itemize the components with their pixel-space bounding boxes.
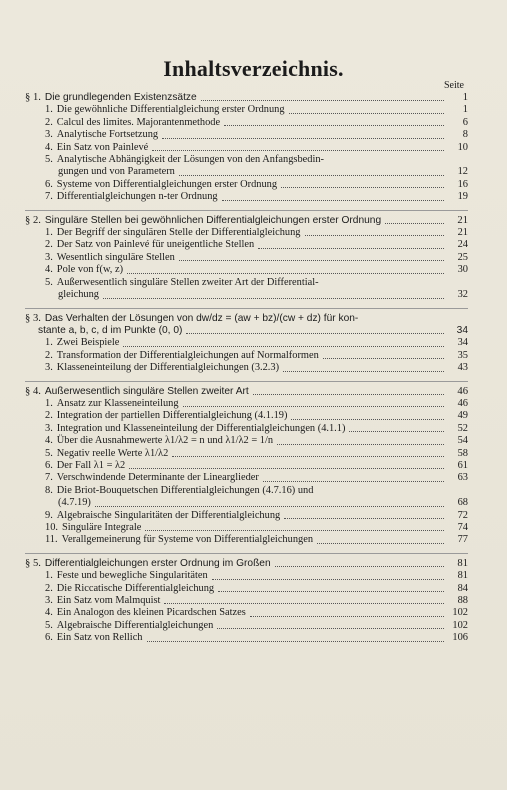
- entry-page: 54: [457, 435, 468, 447]
- entry-number: 8.: [45, 484, 53, 496]
- toc-section: [25, 386, 468, 547]
- leader-dots: [127, 273, 444, 274]
- entry-number: 3.: [45, 362, 53, 374]
- toc-entry-cont: [25, 166, 468, 178]
- leader-dots: [284, 518, 444, 519]
- entry-page: 24: [457, 239, 468, 251]
- entry-number: 9.: [45, 509, 53, 521]
- entry-title: Die Briot-Bouquetschen Differentialgleichungen (4.7.16) und: [56, 484, 314, 496]
- toc-entry: [25, 510, 468, 522]
- toc-entry: [25, 252, 468, 264]
- entry-title-cont: gleichung: [58, 289, 99, 301]
- entry-title: Klasseneinteilung der Differentialgleichungen (3.2.3): [56, 362, 280, 374]
- section-page: 46: [457, 385, 468, 397]
- section-heading: [25, 558, 468, 570]
- entry-page: 1: [462, 104, 468, 116]
- section-number: § 5.: [25, 557, 41, 569]
- entry-number: 6.: [45, 178, 53, 190]
- leader-dots: [145, 530, 444, 531]
- toc-entry: [25, 154, 468, 166]
- entry-number: 4.: [45, 141, 53, 153]
- entry-title: Wesentlich singuläre Stellen: [56, 251, 175, 263]
- entry-number: 3.: [45, 129, 53, 141]
- entry-number: 2.: [45, 239, 53, 251]
- section-number: § 4.: [25, 385, 41, 397]
- section-page: 21: [457, 214, 468, 226]
- toc-entry: [25, 534, 468, 546]
- entry-number: 3.: [45, 251, 53, 263]
- entry-page: 12: [457, 166, 468, 178]
- entry-number: 1.: [45, 570, 53, 582]
- section-heading: [25, 313, 468, 325]
- entry-title: Über die Ausnahmewerte λ1/λ2 = n und λ1/λ2 = 1/n: [56, 435, 274, 447]
- entry-title: Der Satz von Painlevé für uneigentliche Stellen: [56, 239, 255, 251]
- leader-dots: [289, 113, 444, 114]
- leader-dots: [103, 298, 444, 299]
- entry-page: 10: [457, 141, 468, 153]
- section-title: Singuläre Stellen bei gewöhnlichen Differentialgleichungen erster Ordnung: [44, 214, 382, 226]
- table-of-contents: [0, 92, 507, 645]
- toc-entry: [25, 583, 468, 595]
- entry-number: 1.: [45, 337, 53, 349]
- section-divider: [25, 308, 468, 309]
- entry-title: Der Begriff der singulären Stelle der Differentialgleichung: [56, 227, 301, 239]
- toc-entry: [25, 620, 468, 632]
- section-divider: [25, 553, 468, 554]
- toc-entry-cont: [25, 289, 468, 301]
- entry-page: 58: [457, 447, 468, 459]
- entry-title: Analytische Fortsetzung: [56, 129, 159, 141]
- toc-entry: [25, 472, 468, 484]
- toc-entry: [25, 191, 468, 203]
- entry-number: 2.: [45, 582, 53, 594]
- section-title: Das Verhalten der Lösungen von dw/dz = (aw + bz)/(cw + dz) für kon-: [44, 312, 359, 324]
- section-title: Außerwesentlich singuläre Stellen zweiter Art: [44, 385, 249, 397]
- entry-title: Algebraische Differentialgleichungen: [56, 619, 214, 631]
- entry-number: 6.: [45, 459, 53, 471]
- entry-number: 4.: [45, 435, 53, 447]
- entry-number: 1.: [45, 104, 53, 116]
- entry-title: Ansatz zur Klasseneinteilung: [56, 397, 179, 409]
- leader-dots: [162, 138, 444, 139]
- leader-dots: [224, 125, 444, 126]
- entry-number: 5.: [45, 276, 53, 288]
- toc-entry: [25, 362, 468, 374]
- entry-title-cont: gungen und von Parametern: [58, 166, 175, 178]
- entry-number: 7.: [45, 472, 53, 484]
- entry-page: 106: [452, 632, 468, 644]
- toc-entry: [25, 632, 468, 644]
- entry-page: 72: [457, 509, 468, 521]
- entry-title: Außerwesentlich singuläre Stellen zweiter Art der Differential-: [56, 276, 319, 288]
- entry-title: Zwei Beispiele: [56, 337, 120, 349]
- toc-entry: [25, 129, 468, 141]
- entry-page: 21: [457, 227, 468, 239]
- toc-entry: [25, 570, 468, 582]
- entry-number: 3.: [45, 422, 53, 434]
- entry-page: 81: [457, 570, 468, 582]
- toc-entry: [25, 337, 468, 349]
- entry-title: Algebraische Singularitäten der Differentialgleichung: [56, 509, 281, 521]
- toc-entry: [25, 117, 468, 129]
- entry-page: 102: [452, 607, 468, 619]
- toc-entry: [25, 179, 468, 191]
- entry-page: 8: [462, 129, 468, 141]
- leader-dots: [281, 187, 444, 188]
- toc-section: [25, 215, 468, 302]
- entry-number: 2.: [45, 349, 53, 361]
- entry-number: 7.: [45, 191, 53, 203]
- section-page: 34: [456, 324, 468, 336]
- section-title: Differentialgleichungen erster Ordnung im Großen: [44, 557, 271, 569]
- entry-title: Ein Satz von Rellich: [56, 632, 143, 644]
- section-divider: [25, 210, 468, 211]
- entry-page: 34: [457, 337, 468, 349]
- leader-dots: [218, 591, 444, 592]
- toc-entry: [25, 595, 468, 607]
- entry-page: 19: [457, 191, 468, 203]
- entry-number: 4.: [45, 264, 53, 276]
- toc-entry: [25, 239, 468, 251]
- leader-dots: [179, 175, 444, 176]
- leader-dots: [283, 371, 444, 372]
- entry-page: 84: [457, 582, 468, 594]
- entry-title-cont: (4.7.19): [58, 497, 91, 509]
- toc-entry-cont: [25, 497, 468, 509]
- section-heading-cont: [25, 325, 468, 337]
- entry-title: Ein Analogon des kleinen Picardschen Satzes: [56, 607, 246, 619]
- entry-page: 52: [457, 422, 468, 434]
- toc-entry: [25, 142, 468, 154]
- entry-number: 5.: [45, 619, 53, 631]
- leader-dots: [147, 641, 444, 642]
- leader-dots: [183, 406, 444, 407]
- toc-section: [25, 313, 468, 375]
- entry-title: Pole von f(w, z): [56, 264, 124, 276]
- toc-entry: [25, 398, 468, 410]
- entry-title: Feste und bewegliche Singularitäten: [56, 570, 208, 582]
- entry-number: 5.: [45, 154, 53, 166]
- entry-page: 30: [457, 264, 468, 276]
- entry-page: 88: [457, 595, 468, 607]
- leader-dots: [385, 223, 444, 224]
- toc-entry: [25, 448, 468, 460]
- entry-page: 35: [457, 349, 468, 361]
- leader-dots: [201, 100, 444, 101]
- toc-entry: [25, 350, 468, 362]
- entry-number: 11.: [45, 534, 58, 546]
- entry-title: Die gewöhnliche Differentialgleichung erster Ordnung: [56, 104, 285, 116]
- entry-title: Ein Satz vom Malmquist: [56, 595, 161, 607]
- leader-dots: [323, 358, 444, 359]
- entry-title: Negativ reelle Werte λ1/λ2: [56, 447, 169, 459]
- entry-title: Singuläre Integrale: [62, 522, 142, 533]
- entry-page: 102: [452, 619, 468, 631]
- page-column-label: Seite: [444, 80, 464, 91]
- toc-section: [25, 558, 468, 645]
- entry-page: 68: [457, 497, 468, 509]
- entry-number: 2.: [45, 116, 53, 128]
- entry-page: 25: [457, 251, 468, 263]
- entry-title: Integration und Klasseneinteilung der Differentialgleichungen (4.1.1): [56, 422, 346, 434]
- entry-page: 16: [457, 178, 468, 190]
- entry-number: 4.: [45, 607, 53, 619]
- section-heading: [25, 386, 468, 398]
- leader-dots: [152, 150, 444, 151]
- entry-page: 49: [457, 410, 468, 422]
- entry-title: Verschwindende Determinante der Linearglieder: [56, 472, 259, 484]
- entry-title: Differentialgleichungen n-ter Ordnung: [56, 191, 218, 203]
- entry-title: Die Riccatische Differentialgleichung: [56, 582, 215, 594]
- leader-dots: [349, 431, 444, 432]
- section-number: § 2.: [25, 214, 41, 226]
- leader-dots: [217, 628, 444, 629]
- toc-entry: [25, 423, 468, 435]
- entry-title: Der Fall λ1 = λ2: [56, 459, 126, 471]
- section-divider: [25, 381, 468, 382]
- toc-section: [25, 92, 468, 204]
- entry-number: 3.: [45, 595, 53, 607]
- entry-number: 10.: [45, 522, 58, 533]
- leader-dots: [179, 260, 444, 261]
- toc-entry: [25, 227, 468, 239]
- entry-number: 1.: [45, 227, 53, 239]
- toc-entry: [25, 277, 468, 289]
- leader-dots: [95, 506, 444, 507]
- section-page: 81: [457, 557, 468, 569]
- leader-dots: [275, 566, 444, 567]
- toc-entry: [25, 435, 468, 447]
- leader-dots: [164, 603, 444, 604]
- entry-title: Ein Satz von Painlevé: [56, 141, 149, 153]
- leader-dots: [317, 543, 444, 544]
- leader-dots: [212, 579, 444, 580]
- entry-page: 43: [457, 362, 468, 374]
- leader-dots: [250, 616, 444, 617]
- leader-dots: [291, 419, 444, 420]
- leader-dots: [129, 468, 444, 469]
- page-title: Inhaltsverzeichnis.: [163, 56, 344, 81]
- leader-dots: [305, 235, 444, 236]
- entry-title: Calcul des limites. Majorantenmethode: [56, 116, 221, 128]
- entry-page: 6: [462, 116, 468, 128]
- leader-dots: [253, 394, 444, 395]
- entry-number: 5.: [45, 447, 53, 459]
- entry-page: 32: [457, 289, 468, 301]
- toc-entry: [25, 410, 468, 422]
- leader-dots: [123, 346, 444, 347]
- entry-page: 61: [457, 459, 468, 471]
- leader-dots: [172, 456, 444, 457]
- leader-dots: [222, 200, 444, 201]
- section-title: Die grundlegenden Existenzsätze: [44, 92, 197, 103]
- section-title-cont: stante a, b, c, d im Punkte (0, 0): [38, 324, 183, 336]
- entry-number: 6.: [45, 632, 53, 644]
- toc-entry: [25, 264, 468, 276]
- toc-entry: [25, 104, 468, 116]
- entry-title: Verallgemeinerung für Systeme von Differentialgleichungen: [61, 534, 314, 546]
- entry-page: 63: [457, 472, 468, 484]
- leader-dots: [277, 444, 444, 445]
- leader-dots: [186, 333, 444, 334]
- section-number: § 1.: [25, 92, 41, 103]
- entry-page: 74: [457, 522, 468, 533]
- leader-dots: [263, 481, 444, 482]
- toc-entry: [25, 607, 468, 619]
- toc-entry: [25, 460, 468, 472]
- entry-page: 46: [457, 397, 468, 409]
- entry-number: 2.: [45, 410, 53, 422]
- leader-dots: [258, 248, 444, 249]
- entry-title: Transformation der Differentialgleichungen auf Normalformen: [56, 349, 319, 361]
- section-number: § 3.: [25, 312, 41, 324]
- entry-number: 1.: [45, 397, 53, 409]
- entry-title: Integration der partiellen Differentialgleichung (4.1.19): [56, 410, 288, 422]
- section-page: 1: [462, 92, 468, 103]
- toc-entry: [25, 522, 468, 534]
- entry-page: 77: [457, 534, 468, 546]
- entry-title: Analytische Abhängigkeit der Lösungen von den Anfangsbedin-: [56, 154, 325, 166]
- section-heading: [25, 215, 468, 227]
- toc-entry: [25, 485, 468, 497]
- section-heading: [25, 92, 468, 104]
- entry-title: Systeme von Differentialgleichungen erster Ordnung: [56, 178, 278, 190]
